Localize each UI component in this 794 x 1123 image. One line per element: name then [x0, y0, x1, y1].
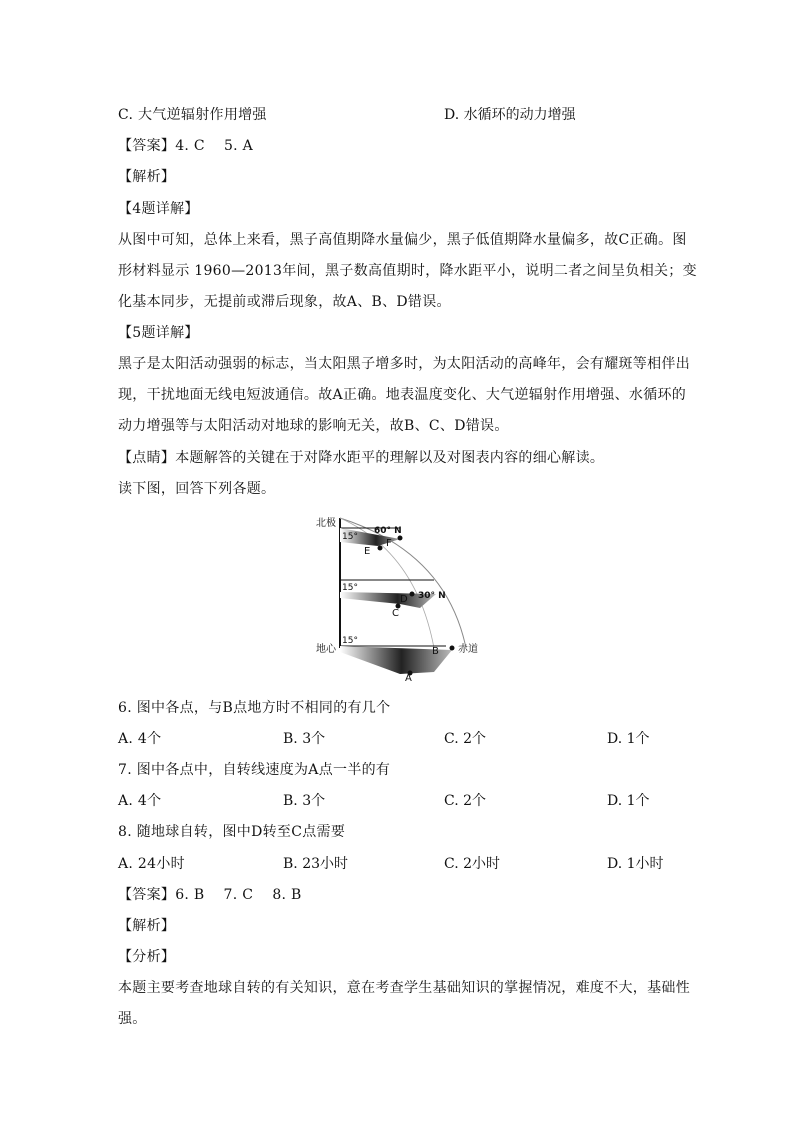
- q4-detail-line: 形材料显示 1960—2013年间，黑子数高值期时，降水距平小，说明二者之间呈负相关；变: [118, 263, 697, 279]
- fenxi-heading: 【分析】: [118, 949, 176, 965]
- equator-label: 赤道: [458, 644, 478, 655]
- question-6-stem: 6. 图中各点，与B点地方时不相同的有几个: [118, 700, 391, 716]
- analysis-heading-1: 【解析】: [118, 169, 176, 185]
- earth-rotation-figure: [316, 512, 486, 684]
- question-7-option-b[interactable]: B. 3个: [283, 793, 326, 809]
- fenxi-line: 强。: [118, 1011, 147, 1027]
- question-7-option-c[interactable]: C. 2个: [444, 793, 487, 809]
- angle-label-top: 15°: [342, 532, 358, 542]
- prev-option-d: D. 水循环的动力增强: [444, 107, 576, 123]
- question-8-option-c[interactable]: C. 2小时: [444, 856, 501, 872]
- earth-center-label: 地心: [316, 644, 336, 655]
- point-c-label: C: [392, 608, 399, 619]
- question-8-option-b[interactable]: B. 23小时: [283, 856, 349, 872]
- question-6-option-a[interactable]: A. 4个: [118, 731, 162, 747]
- answer-4-5: 【答案】4. C 5. A: [118, 138, 254, 154]
- q4-detail-line: 从图中可知，总体上来看，黑子高值期降水量偏少，黑子低值期降水量偏多，故C正确。图: [118, 232, 687, 248]
- question-8-stem: 8. 随地球自转，图中D转至C点需要: [118, 824, 346, 840]
- q5-detail-line: 动力增强等与太阳活动对地球的影响无关，故B、C、D错误。: [118, 418, 509, 434]
- question-7-option-d[interactable]: D. 1个: [607, 793, 650, 809]
- north-pole-label: 北极: [316, 518, 336, 529]
- question-6-option-d[interactable]: D. 1个: [607, 731, 650, 747]
- lat60-label: 60° N: [374, 526, 402, 536]
- q4-detail-heading: 【4题详解】: [118, 201, 199, 217]
- q5-detail-line: 现，干扰地面无线电短波通信。故A正确。地表温度变化、大气逆辐射作用增强、水循环的: [118, 387, 687, 403]
- angle-label-mid: 15°: [342, 583, 358, 593]
- analysis-heading-2: 【解析】: [118, 918, 176, 934]
- q5-detail-line: 黑子是太阳活动强弱的标志，当太阳黑子增多时，为太阳活动的高峰年，会有耀斑等相伴出: [118, 356, 690, 372]
- point-e-dot: [378, 546, 383, 551]
- point-f-label: F: [386, 538, 392, 549]
- point-b-label: B: [432, 646, 439, 657]
- point-b-dot: [450, 646, 455, 651]
- point-d-label: D: [400, 594, 408, 605]
- tip-note: 【点睛】本题解答的关键在于对降水距平的理解以及对图表内容的细心解读。: [118, 450, 605, 466]
- lat30-label: 30° N: [418, 591, 446, 601]
- question-8-option-d[interactable]: D. 1小时: [607, 856, 664, 872]
- question-7-option-a[interactable]: A. 4个: [118, 793, 162, 809]
- answer-6-8: 【答案】6. B 7. C 8. B: [118, 887, 302, 903]
- question-7-stem: 7. 图中各点中，自转线速度为A点一半的有: [118, 762, 391, 778]
- q4-detail-line: 化基本同步，无提前或滞后现象，故A、B、D错误。: [118, 294, 451, 310]
- question-6-option-c[interactable]: C. 2个: [444, 731, 487, 747]
- point-f-dot: [398, 536, 403, 541]
- figure-intro: 读下图，回答下列各题。: [118, 481, 276, 497]
- point-a-label: A: [405, 673, 412, 684]
- q5-detail-heading: 【5题详解】: [118, 325, 199, 341]
- point-e-label: E: [364, 546, 371, 557]
- prev-option-c: C. 大气逆辐射作用增强: [118, 107, 267, 123]
- angle-label-bottom: 15°: [342, 636, 358, 646]
- question-8-option-a[interactable]: A. 24小时: [118, 856, 185, 872]
- question-6-option-b[interactable]: B. 3个: [283, 731, 326, 747]
- fenxi-line: 本题主要考查地球自转的有关知识，意在考查学生基础知识的掌握情况，难度不大，基础性: [118, 980, 690, 996]
- point-d-dot: [410, 592, 415, 597]
